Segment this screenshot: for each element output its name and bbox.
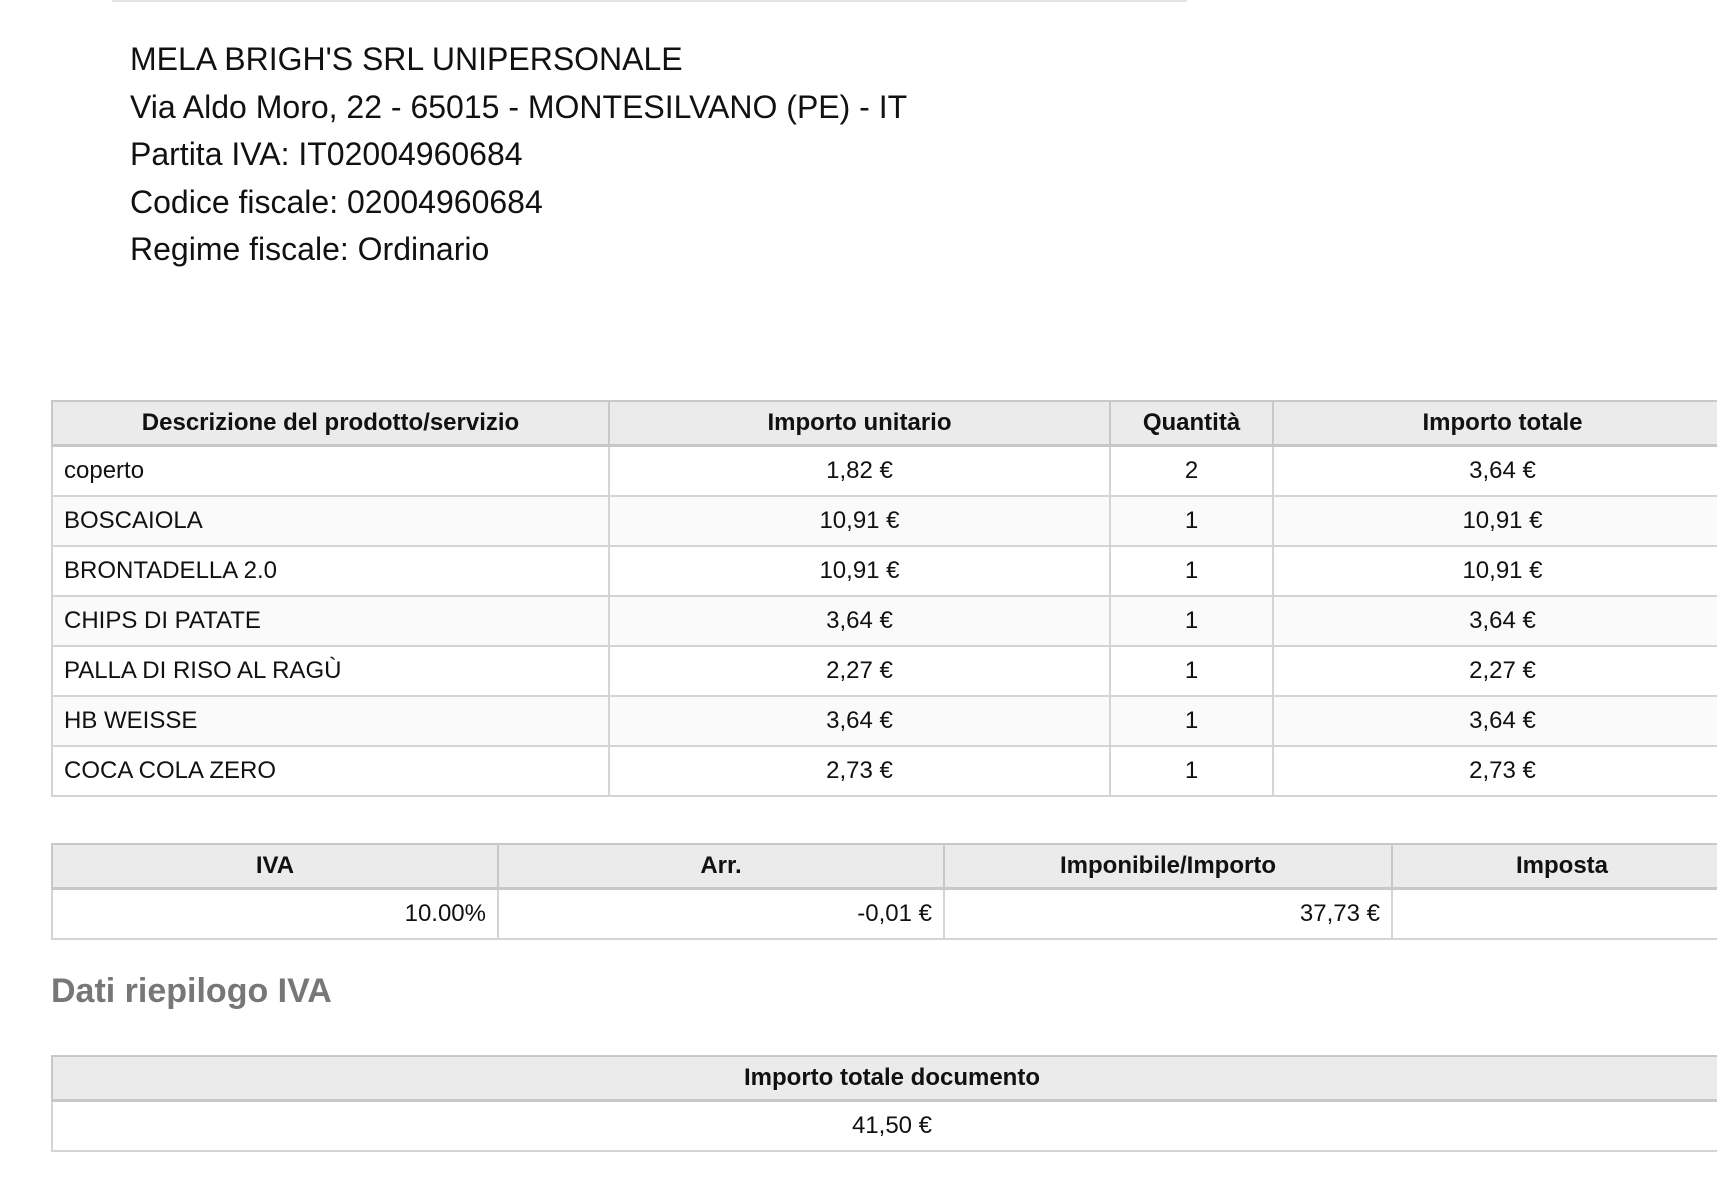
table-row	[52, 1101, 1717, 1152]
item-quantity: 2	[1110, 446, 1273, 497]
header-vat: IVA	[52, 844, 498, 889]
header-tax: Imposta	[1392, 844, 1717, 889]
table-row	[52, 596, 1717, 646]
table-row	[52, 546, 1717, 596]
vat-taxable: 37,73 €	[944, 889, 1392, 940]
item-unit-price: 2,27 €	[609, 646, 1110, 696]
item-unit-price: 2,73 €	[609, 746, 1110, 796]
item-quantity: 1	[1110, 596, 1273, 646]
item-unit-price: 3,64 €	[609, 596, 1110, 646]
table-row	[52, 696, 1717, 746]
vat-summary-title: Dati riepilogo IVA	[51, 972, 332, 1010]
item-description: PALLA DI RISO AL RAGÙ	[52, 646, 609, 696]
document-total-value: 41,50 €	[52, 1101, 1717, 1152]
table-row	[52, 446, 1717, 497]
item-total: 2,27 €	[1273, 646, 1717, 696]
item-description: COCA COLA ZERO	[52, 746, 609, 796]
items-table	[51, 400, 1717, 797]
vat-table	[51, 843, 1717, 940]
table-row	[52, 746, 1717, 796]
total-header-row	[52, 1056, 1717, 1101]
item-unit-price: 3,64 €	[609, 696, 1110, 746]
item-total: 3,64 €	[1273, 696, 1717, 746]
header-taxable: Imponibile/Importo	[944, 844, 1392, 889]
item-description: BOSCAIOLA	[52, 496, 609, 546]
item-description: CHIPS DI PATATE	[52, 596, 609, 646]
vat-rounding: -0,01 €	[498, 889, 944, 940]
table-row	[52, 496, 1717, 546]
table-row	[52, 889, 1717, 940]
item-quantity: 1	[1110, 746, 1273, 796]
item-total: 3,64 €	[1273, 446, 1717, 497]
company-name: MELA BRIGH'S SRL UNIPERSONALE	[130, 41, 683, 77]
item-description: BRONTADELLA 2.0	[52, 546, 609, 596]
item-total: 3,64 €	[1273, 596, 1717, 646]
document-total-table	[51, 1055, 1717, 1152]
table-row	[52, 646, 1717, 696]
item-unit-price: 10,91 €	[609, 496, 1110, 546]
header-description: Descrizione del prodotto/servizio	[52, 401, 609, 446]
vat-tax	[1392, 889, 1717, 940]
vat-rate: 10.00%	[52, 889, 498, 940]
company-address: Via Aldo Moro, 22 - 65015 - MONTESILVANO (PE) - IT	[130, 88, 908, 125]
company-tax-code: Codice fiscale: 02004960684	[130, 183, 543, 220]
item-quantity: 1	[1110, 546, 1273, 596]
header-document-total: Importo totale documento	[52, 1056, 1717, 1101]
item-unit-price: 10,91 €	[609, 546, 1110, 596]
item-quantity: 1	[1110, 696, 1273, 746]
item-quantity: 1	[1110, 496, 1273, 546]
item-total: 2,73 €	[1273, 746, 1717, 796]
item-total: 10,91 €	[1273, 496, 1717, 546]
header-unit-price: Importo unitario	[609, 401, 1110, 446]
item-unit-price: 1,82 €	[609, 446, 1110, 497]
company-vat-number: Partita IVA: IT02004960684	[130, 136, 523, 172]
items-header-row	[52, 401, 1717, 446]
header-rounding: Arr.	[498, 844, 944, 889]
company-tax-regime: Regime fiscale: Ordinario	[130, 231, 490, 267]
item-total: 10,91 €	[1273, 546, 1717, 596]
item-quantity: 1	[1110, 646, 1273, 696]
company-info	[130, 36, 907, 274]
header-quantity: Quantità	[1110, 401, 1273, 446]
top-divider	[112, 0, 1187, 2]
item-description: HB WEISSE	[52, 696, 609, 746]
header-total: Importo totale	[1273, 401, 1717, 446]
vat-header-row	[52, 844, 1717, 889]
item-description: coperto	[52, 446, 609, 497]
